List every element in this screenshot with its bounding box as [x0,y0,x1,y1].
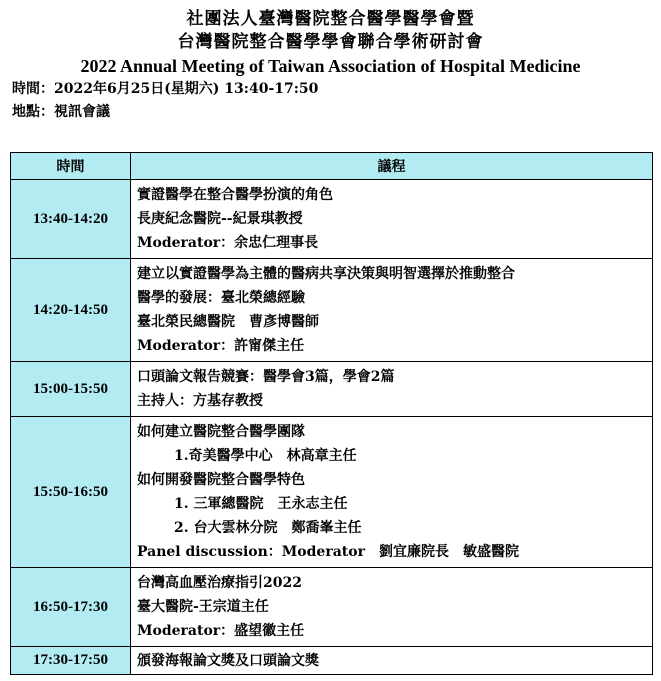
session-agenda [131,180,653,259]
agenda-line: 實證醫學在整合醫學扮演的角色 [137,187,333,203]
table-row [11,568,653,647]
agenda-line: Moderator：余忠仁理事長 [137,235,319,251]
table-row [11,417,653,568]
session-time: 15:00-15:50 [11,362,131,417]
agenda-line: Panel discussion：Moderator 劉宜廉院長 敏盛醫院 [137,544,519,560]
session-agenda [131,647,653,675]
agenda-line: 建立以實證醫學為主體的醫病共享決策與明智選擇於推動整合 [137,266,515,282]
session-agenda [131,417,653,568]
session-agenda [131,362,653,417]
agenda-line: 如何開發醫院整合醫學特色 [137,472,305,488]
table-row [11,259,653,362]
table-row [11,647,653,675]
agenda-line: 1.奇美醫學中心 林高章主任 [174,448,357,464]
agenda-line: 長庚紀念醫院--紀景琪教授 [137,211,303,227]
title-en: 2022 Annual Meeting of Taiwan Association of Hospital Medicine [80,56,581,76]
column-header-agenda: 議程 [131,153,653,180]
agenda-line: Moderator：盛望徽主任 [137,623,305,639]
agenda-line: 臺北榮民總醫院 曹彥博醫師 [137,314,319,330]
session-time: 15:50-16:50 [11,417,131,568]
meeting-place: 地點：視訊會議 [12,104,110,120]
agenda-line: 臺大醫院-王宗道主任 [137,599,269,615]
session-time: 17:30-17:50 [11,647,131,675]
agenda-line: 主持人：方基存教授 [137,393,263,409]
session-time: 16:50-17:30 [11,568,131,647]
column-header-time: 時間 [11,153,131,180]
title-zh-line-1: 社團法人臺灣醫院整合醫學醫學會暨 [186,9,475,29]
agenda-table [10,152,653,675]
table-row [11,362,653,417]
agenda-line: 台灣高血壓治療指引2022 [137,575,302,591]
table-header-row [11,153,653,180]
session-time: 13:40-14:20 [11,180,131,259]
agenda-line: 口頭論文報告競賽：醫學會3篇，學會2篇 [137,369,395,385]
title-zh-line-2: 台灣醫院整合醫學學會聯合學術研討會 [177,32,484,52]
session-time: 14:20-14:50 [11,259,131,362]
session-agenda [131,259,653,362]
table-row [11,180,653,259]
agenda-line: 頒發海報論文獎及口頭論文獎 [137,652,319,669]
agenda-line: 醫學的發展：臺北榮總經驗 [137,290,305,306]
agenda-line: 2. 台大雲林分院 鄭喬峯主任 [174,520,362,536]
session-agenda [131,568,653,647]
agenda-line: 1. 三軍總醫院 王永志主任 [174,496,348,512]
agenda-line: 如何建立醫院整合醫學團隊 [137,424,305,440]
meeting-time: 時間：2022年6月25日(星期六) 13:40-17:50 [12,81,319,97]
agenda-line: Moderator：許甯傑主任 [137,338,305,354]
